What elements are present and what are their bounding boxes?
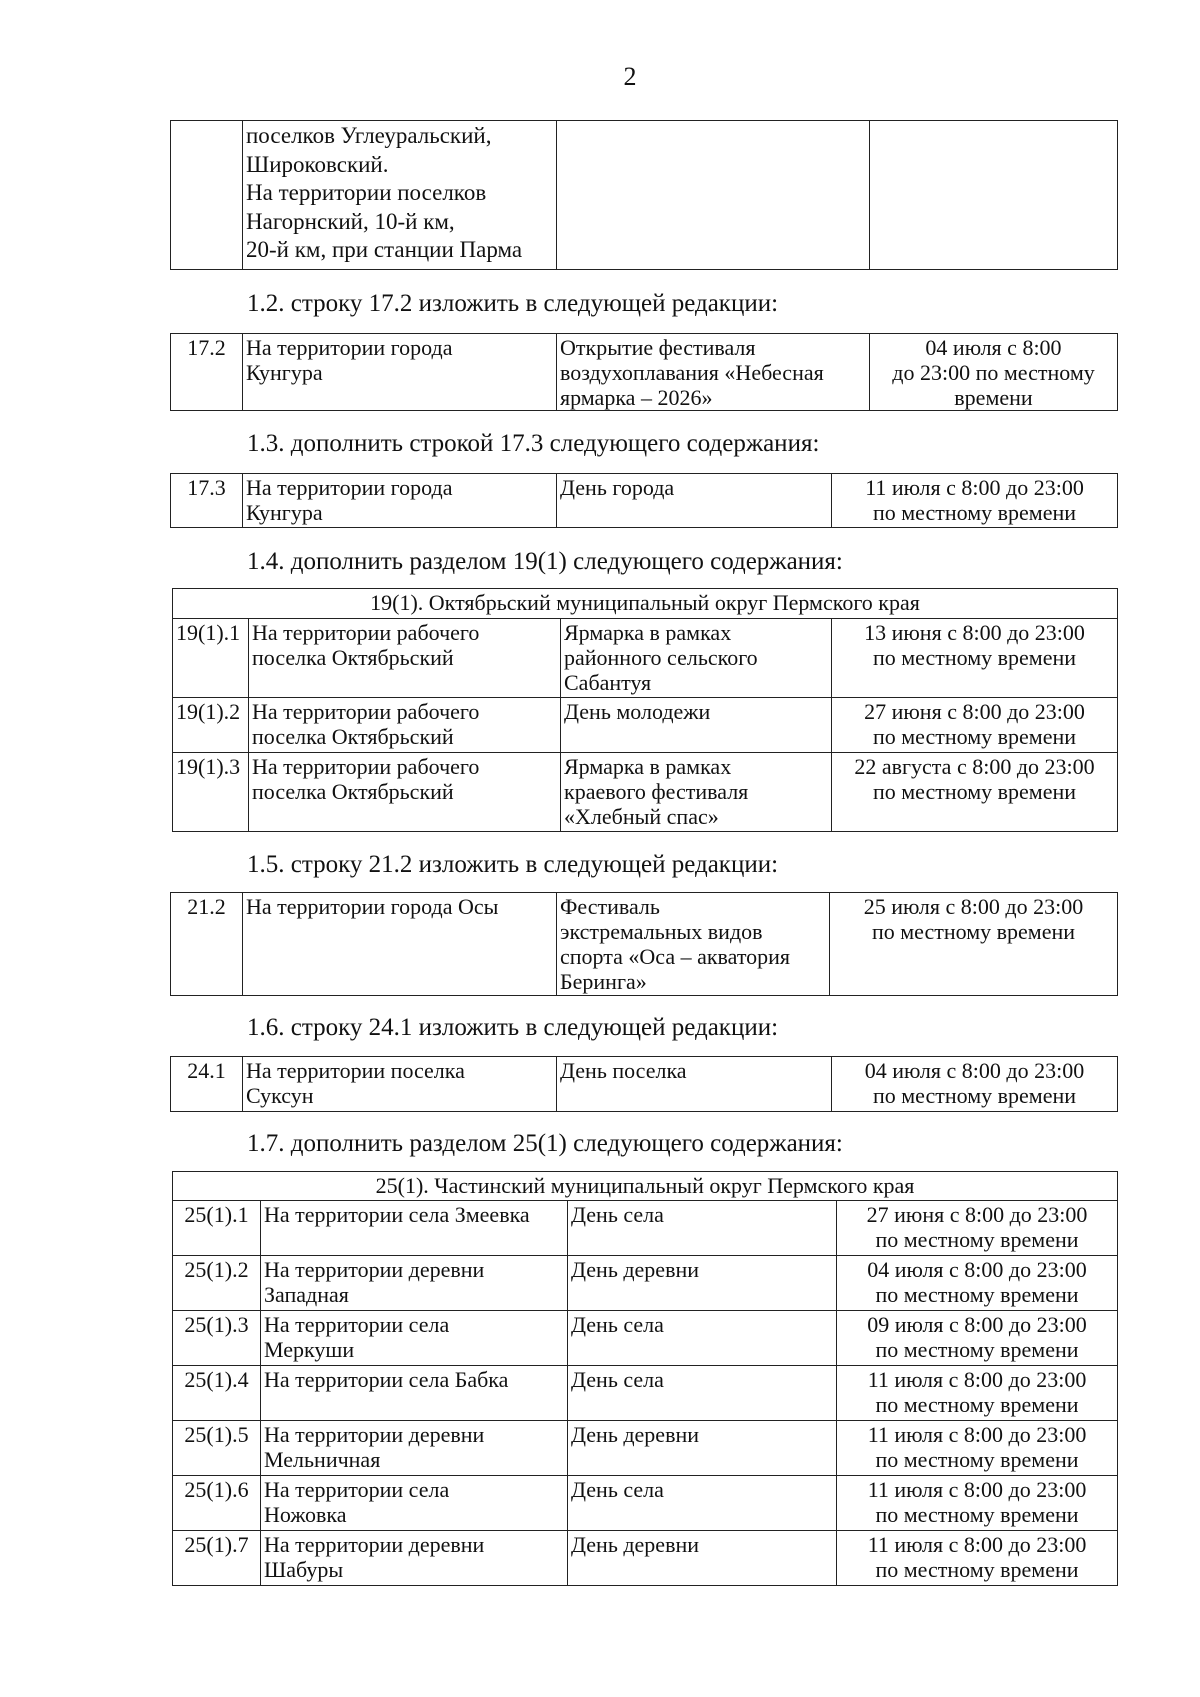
section-title: 19(1). Октябрьский муниципальный округ Пермского края xyxy=(173,589,1118,619)
event-line: экстремальных видов xyxy=(560,919,763,944)
place-cell xyxy=(243,1057,557,1112)
section-heading-1-3: 1.3. дополнить строкой 17.3 следующего содержания: xyxy=(247,430,820,457)
row-number: 25(1).1 xyxy=(173,1201,261,1256)
time-cell xyxy=(832,698,1118,753)
row-number: 25(1).6 xyxy=(173,1476,261,1531)
table-row xyxy=(173,753,1118,832)
event-cell xyxy=(557,1057,832,1112)
event-cell xyxy=(561,753,832,832)
row-number: 25(1).7 xyxy=(173,1531,261,1586)
event-line: День молодежи xyxy=(564,699,711,724)
time-cell xyxy=(837,1531,1118,1586)
time-cell xyxy=(832,474,1118,528)
event-line: День села xyxy=(571,1312,664,1337)
place-line: поселка Октябрьский xyxy=(252,724,454,749)
row-17-3-table xyxy=(170,473,1118,528)
event-line: День села xyxy=(571,1202,664,1227)
time-cell xyxy=(832,619,1118,698)
time-line: по местному времени xyxy=(875,1557,1079,1582)
event-cell xyxy=(568,1531,837,1586)
place-cell xyxy=(249,698,561,753)
place-line: Кунгура xyxy=(246,500,323,525)
event-cell xyxy=(557,474,832,528)
time-line: 04 июля с 8:00 до 23:00 xyxy=(867,1257,1087,1282)
place-line: Ножовка xyxy=(264,1502,347,1527)
section-heading-1-2: 1.2. строку 17.2 изложить в следующей редакции: xyxy=(247,290,779,317)
time-line: по местному времени xyxy=(872,1083,1077,1108)
time-line: 11 июля с 8:00 до 23:00 xyxy=(867,1422,1087,1447)
time-line: по местному времени xyxy=(872,724,1077,749)
place-line: Кунгура xyxy=(246,360,323,385)
section-heading-1-7: 1.7. дополнить разделом 25(1) следующего содержания: xyxy=(247,1130,843,1157)
section-19-1-table xyxy=(172,588,1118,832)
event-line: День села xyxy=(571,1367,664,1392)
page-number: 2 xyxy=(623,62,637,91)
place-line: Меркуши xyxy=(264,1337,355,1362)
event-cell xyxy=(568,1311,837,1366)
time-line: по местному времени xyxy=(872,500,1077,525)
place-line: Широковский. xyxy=(246,151,389,177)
row-number: 24.1 xyxy=(171,1057,243,1112)
time-cell xyxy=(832,1057,1118,1112)
event-line: День деревни xyxy=(571,1532,700,1557)
place-cell xyxy=(243,334,557,411)
place-line: На территории рабочего xyxy=(252,699,480,724)
number-cell xyxy=(171,121,243,270)
row-number: 25(1).3 xyxy=(173,1311,261,1366)
table-row xyxy=(173,1476,1118,1531)
place-line: На территории деревни xyxy=(264,1422,485,1447)
row-number: 19(1).2 xyxy=(173,698,249,753)
time-line: по местному времени xyxy=(875,1447,1079,1472)
place-line: На территории села xyxy=(264,1477,450,1502)
place-line: Нагорнский, 10-й км, xyxy=(246,208,455,234)
place-line: Суксун xyxy=(246,1083,314,1108)
time-cell xyxy=(870,121,1118,270)
time-line: до 23:00 по местному xyxy=(892,360,1095,385)
place-line: На территории города Осы xyxy=(246,894,499,919)
section-title-row xyxy=(173,589,1118,619)
time-line: 27 июня с 8:00 до 23:00 xyxy=(864,699,1085,724)
event-cell xyxy=(561,698,832,753)
time-line: по местному времени xyxy=(875,1502,1079,1527)
table-row xyxy=(173,1366,1118,1421)
time-line: 09 июля с 8:00 до 23:00 xyxy=(867,1312,1087,1337)
place-cell xyxy=(261,1366,568,1421)
event-line: Сабантуя xyxy=(564,670,652,695)
event-cell xyxy=(557,334,870,411)
table-row xyxy=(173,698,1118,753)
place-line: поселка Октябрьский xyxy=(252,779,454,804)
table-row xyxy=(171,1057,1118,1112)
row-number: 25(1).2 xyxy=(173,1256,261,1311)
table-row xyxy=(173,1256,1118,1311)
place-cell xyxy=(261,1311,568,1366)
place-line: поселков Углеуральский, xyxy=(246,123,492,148)
row-number: 25(1).5 xyxy=(173,1421,261,1476)
section-25-1-table xyxy=(172,1171,1118,1586)
place-cell xyxy=(249,619,561,698)
event-line: «Хлебный спас» xyxy=(564,804,719,829)
place-line: На территории рабочего xyxy=(252,620,480,645)
section-heading-1-4: 1.4. дополнить разделом 19(1) следующего содержания: xyxy=(247,548,843,575)
row-number: 25(1).4 xyxy=(173,1366,261,1421)
event-line: Ярмарка в рамках xyxy=(564,754,732,779)
row-17-2-table xyxy=(170,333,1118,411)
row-number: 17.2 xyxy=(171,334,243,411)
place-line: поселка Октябрьский xyxy=(252,645,454,670)
time-line: по местному времени xyxy=(875,1392,1079,1417)
event-line: День города xyxy=(560,475,675,500)
time-line: 04 июля с 8:00 xyxy=(925,335,1062,360)
table-row xyxy=(171,334,1118,411)
place-cell xyxy=(249,753,561,832)
time-line: 13 июня с 8:00 до 23:00 xyxy=(864,620,1085,645)
event-line: ярмарка – 2026» xyxy=(560,385,713,410)
time-line: 27 июня с 8:00 до 23:00 xyxy=(866,1202,1088,1227)
place-cell xyxy=(261,1531,568,1586)
place-line: Мельничная xyxy=(264,1447,381,1472)
time-line: по местному времени xyxy=(872,779,1077,804)
event-line: районного сельского xyxy=(564,645,758,670)
place-cell xyxy=(261,1476,568,1531)
row-number: 19(1).3 xyxy=(173,753,249,832)
time-line: по местному времени xyxy=(875,1227,1079,1252)
place-cell xyxy=(243,893,557,996)
time-line: 25 июля с 8:00 до 23:00 xyxy=(863,894,1084,919)
event-cell xyxy=(568,1256,837,1311)
place-line: На территории села Змеевка xyxy=(264,1202,530,1227)
event-cell xyxy=(568,1201,837,1256)
time-cell xyxy=(837,1201,1118,1256)
table-row xyxy=(173,1311,1118,1366)
row-number: 19(1).1 xyxy=(173,619,249,698)
event-line: День поселка xyxy=(560,1058,687,1083)
event-line: День деревни xyxy=(571,1422,700,1447)
time-cell xyxy=(837,1476,1118,1531)
event-line: День деревни xyxy=(571,1257,700,1282)
place-line: На территории рабочего xyxy=(252,754,480,779)
event-cell xyxy=(568,1476,837,1531)
event-cell xyxy=(561,619,832,698)
row-21-2-table xyxy=(170,892,1118,996)
place-line: На территории села xyxy=(264,1312,450,1337)
time-line: 04 июля с 8:00 до 23:00 xyxy=(864,1058,1085,1083)
time-line: 11 июля с 8:00 до 23:00 xyxy=(867,1367,1087,1392)
time-line: по местному времени xyxy=(875,1282,1079,1307)
place-cell xyxy=(243,121,557,270)
place-line: На территории деревни xyxy=(264,1257,485,1282)
time-cell xyxy=(870,334,1118,411)
section-title: 25(1). Частинский муниципальный округ Пермского края xyxy=(173,1172,1118,1201)
time-cell xyxy=(837,1366,1118,1421)
place-line: 20-й км, при станции Парма xyxy=(246,237,523,262)
place-line: На территории села Бабка xyxy=(264,1367,509,1392)
event-line: Открытие фестиваля xyxy=(560,335,756,360)
event-line: краевого фестиваля xyxy=(564,779,749,804)
event-line: День села xyxy=(571,1477,664,1502)
place-line: Шабуры xyxy=(264,1557,344,1582)
time-line: времени xyxy=(954,385,1033,410)
table-row xyxy=(171,474,1118,528)
time-line: 11 июля с 8:00 до 23:00 xyxy=(867,1532,1087,1557)
event-line: Беринга» xyxy=(560,969,647,994)
time-cell xyxy=(837,1256,1118,1311)
place-cell xyxy=(261,1421,568,1476)
event-cell xyxy=(568,1366,837,1421)
place-line: На территории города xyxy=(246,335,453,360)
time-cell xyxy=(830,893,1118,996)
event-cell xyxy=(568,1421,837,1476)
table-row xyxy=(173,619,1118,698)
table-row xyxy=(171,121,1118,270)
time-cell xyxy=(837,1421,1118,1476)
section-heading-1-6: 1.6. строку 24.1 изложить в следующей редакции: xyxy=(247,1014,779,1041)
time-line: по местному времени xyxy=(872,645,1077,670)
time-cell xyxy=(832,753,1118,832)
time-line: 22 августа с 8:00 до 23:00 xyxy=(854,754,1095,779)
time-line: 11 июля с 8:00 до 23:00 xyxy=(865,475,1084,500)
place-cell xyxy=(261,1256,568,1311)
row-24-1-table xyxy=(170,1056,1118,1112)
table-row xyxy=(173,1201,1118,1256)
table-row xyxy=(173,1421,1118,1476)
event-line: спорта «Оса – акватория xyxy=(560,944,791,969)
time-line: по местному времени xyxy=(871,919,1076,944)
time-line: по местному времени xyxy=(875,1337,1079,1362)
event-cell xyxy=(557,121,870,270)
event-cell xyxy=(557,893,830,996)
place-line: Западная xyxy=(264,1282,349,1307)
place-line: На территории деревни xyxy=(264,1532,485,1557)
section-heading-1-5: 1.5. строку 21.2 изложить в следующей редакции: xyxy=(247,851,779,878)
row-number: 21.2 xyxy=(171,893,243,996)
continuation-table xyxy=(170,120,1118,270)
place-cell xyxy=(261,1201,568,1256)
place-cell xyxy=(243,474,557,528)
event-line: Ярмарка в рамках xyxy=(564,620,732,645)
table-row xyxy=(173,1531,1118,1586)
table-row xyxy=(171,893,1118,996)
section-title-row xyxy=(173,1172,1118,1201)
event-line: Фестиваль xyxy=(560,894,660,919)
time-line: 11 июля с 8:00 до 23:00 xyxy=(867,1477,1087,1502)
place-line: На территории поселков xyxy=(246,180,487,205)
event-line: воздухоплавания «Небесная xyxy=(560,360,824,385)
place-line: На территории города xyxy=(246,475,453,500)
time-cell xyxy=(837,1311,1118,1366)
row-number: 17.3 xyxy=(171,474,243,528)
place-line: На территории поселка xyxy=(246,1058,465,1083)
